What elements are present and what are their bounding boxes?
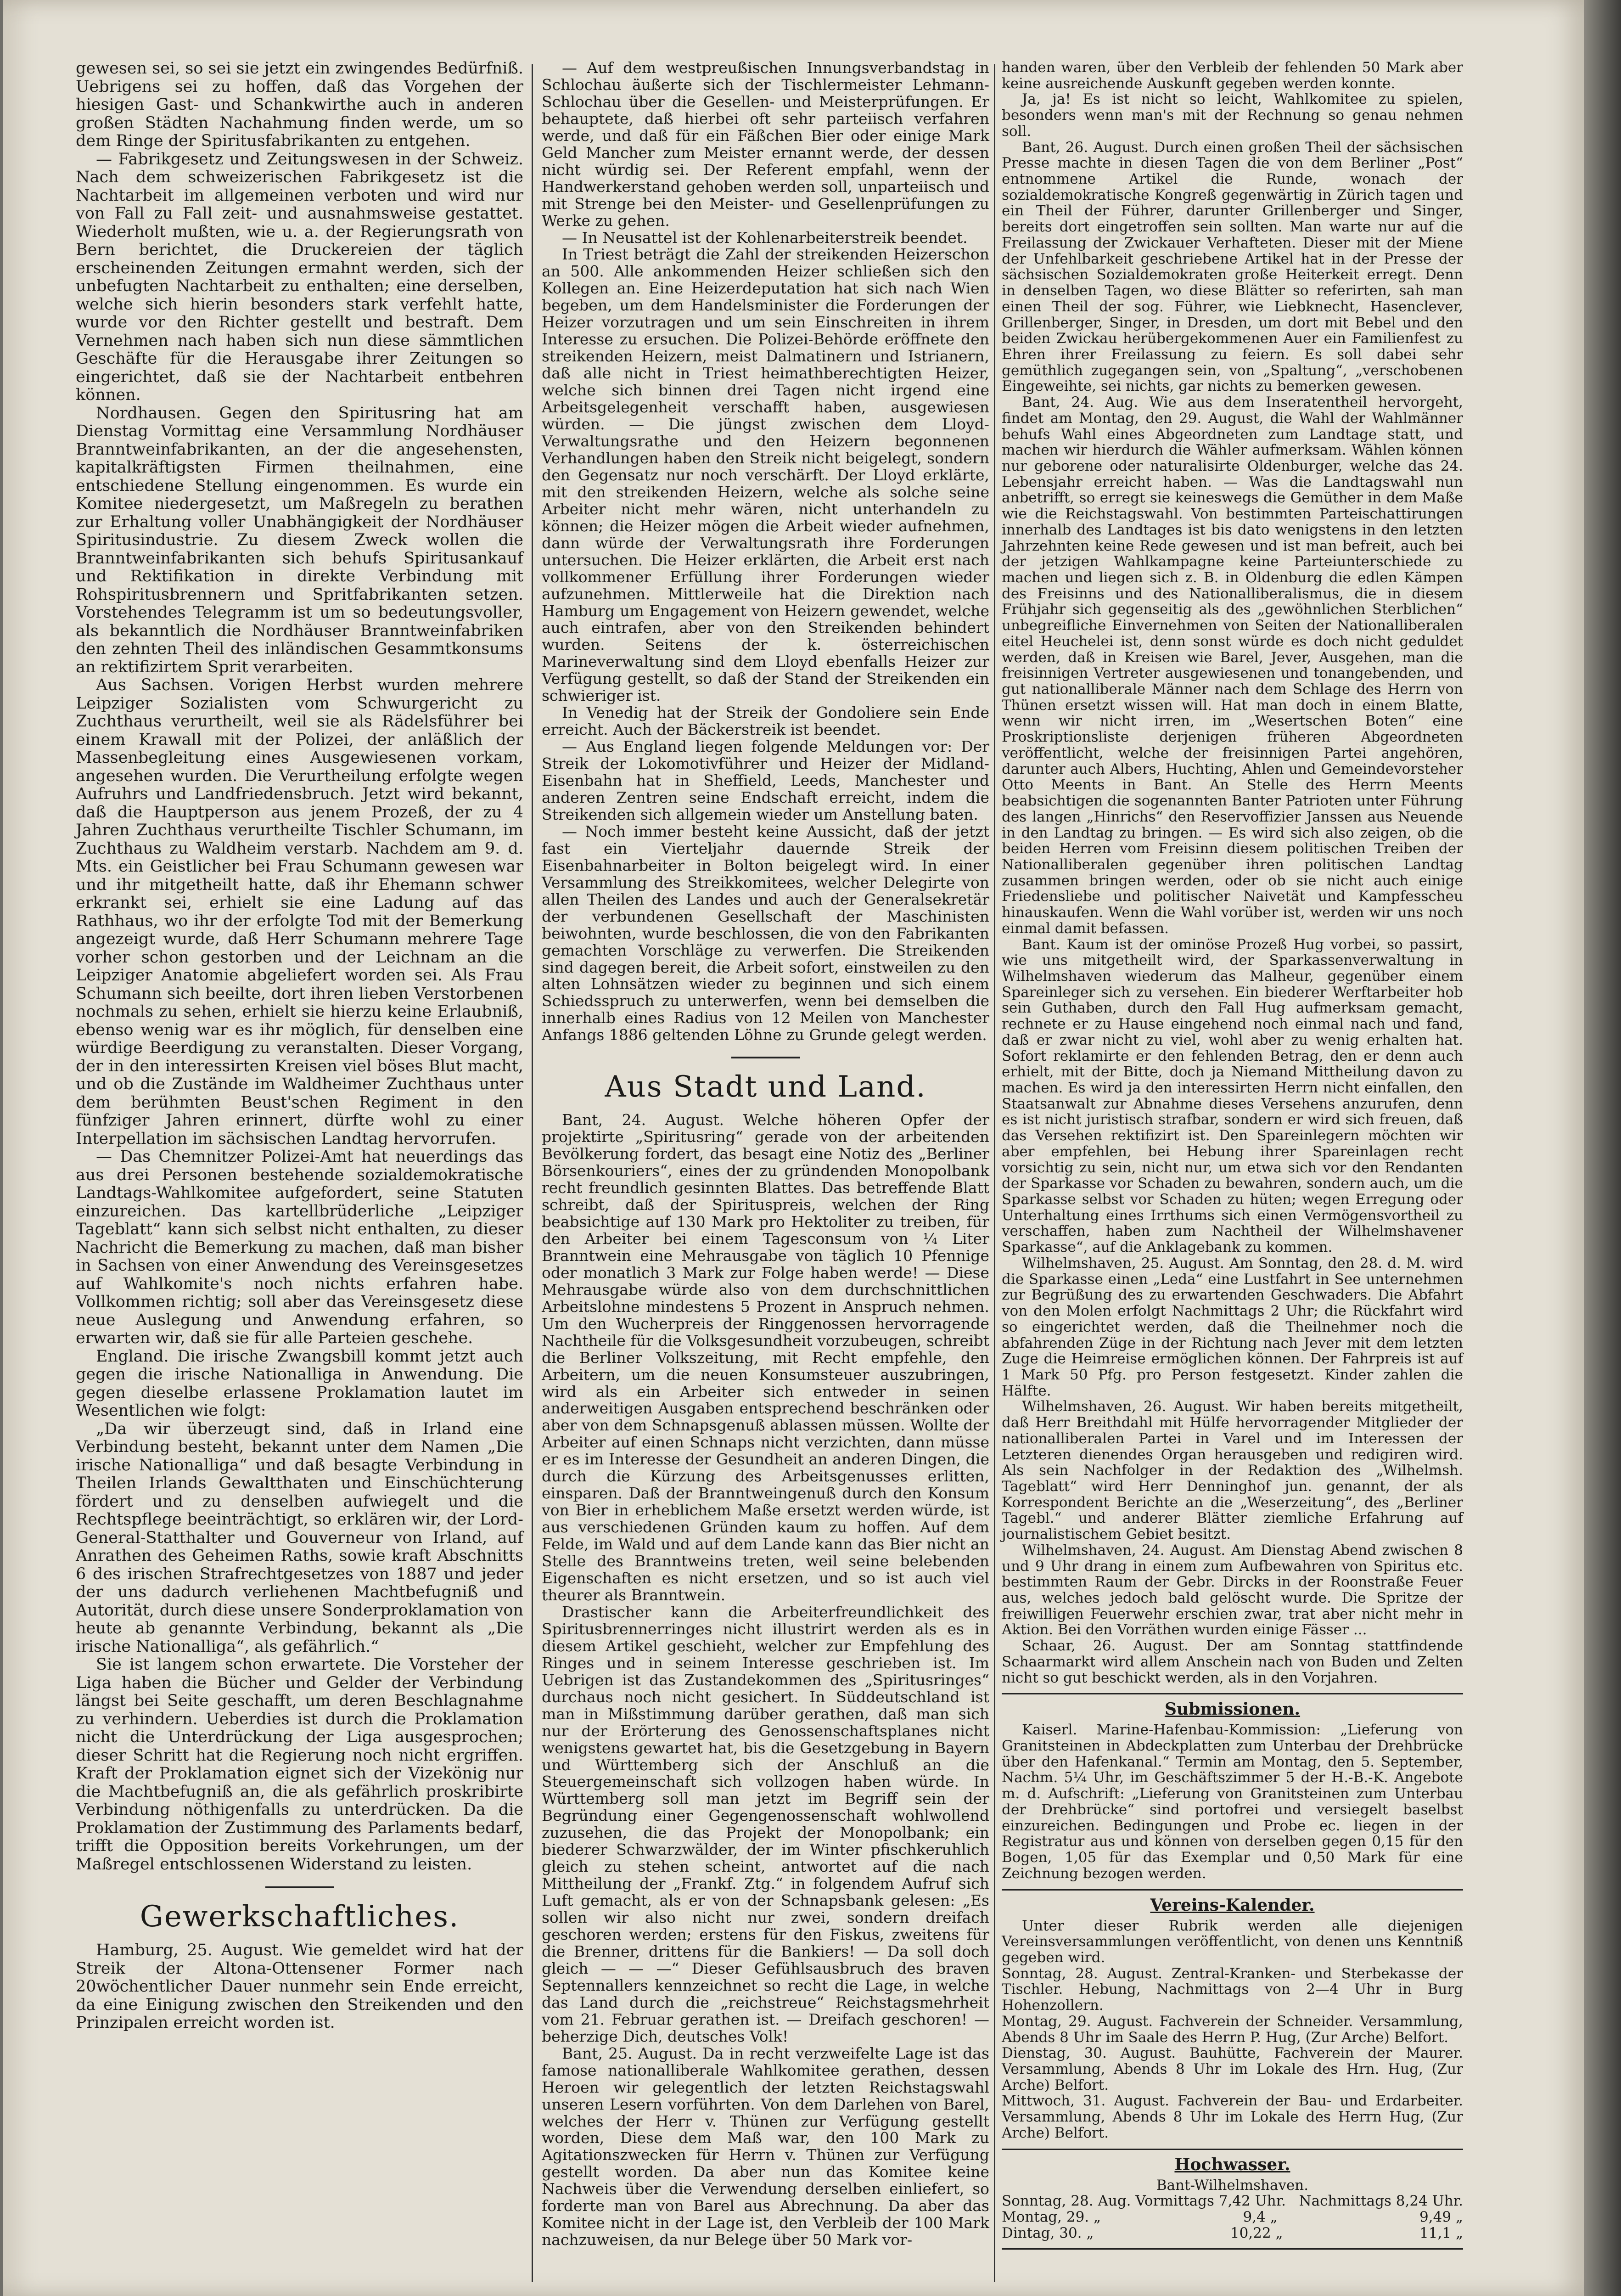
- section-title-gewerkschaftliches: Gewerkschaftliches.: [140, 1900, 460, 1934]
- article-paragraph: Ja, ja! Es ist nicht so leicht, Wahlkomitee zu spielen, besonders wenn man's mit der Rechnung so genau nehmen soll.: [1002, 91, 1463, 140]
- calendar-entry: Dienstag, 30. August. Bauhütte, Fachverein der Maurer. Versammlung, Abends 8 Uhr im Lokale des Hrn. Hug, (Zur Arche) Belfort.: [1002, 2045, 1463, 2093]
- association-calendar-title: Vereins-Kalender.: [1150, 1895, 1315, 1915]
- article-paragraph: gewesen sei, so sei sie jetzt ein zwingendes Bedürfniß. Uebrigens sei zu hoffen, daß das Vorgehen der hiesigen Gast- und Schankwirthe auch in anderen großen Städten Nachahmung finden werde, um so dem Ringe der Spiritusfabrikanten zu entgehen.: [76, 59, 523, 150]
- column-rule-left: [532, 64, 533, 2282]
- article-paragraph: Bant, 25. August. Da in recht verzweifelte Lage ist das famose nationalliberale Wahlkomitee gerathen, dessen Heroen wir gelegentlich der letzten Reichstagswahl unseren Lesern vorführten. Von dem Darlehen von Barel, welches der Herr v. Thünen zur Verfügung gestellt worden, Diese dem Maß war, den 100 Mark zu Agitationszwecken für Herrn v. Thünen zur Verfügung gestellt worden. Da aber nun das Komitee keine Nachweis über die Verwendung derselben einliefert, so forderte man von Barel aus Abrechnung. Da aber das Komitee nicht in der Lage ist, den Verbleib der 100 Mark nachzuweisen, da nur Belege über 50 Mark vor-: [542, 2044, 989, 2249]
- article-paragraph: Wilhelmshaven, 24. August. Am Dienstag Abend zwischen 8 und 9 Uhr drang in einem zum Aufbewahren von Spiritus etc. bestimmten Raum der Gebr. Dircks in der Roonstraße Feuer aus, welches jedoch bald gelöscht wurde. Die Spritze der freiwilligen Feuerwehr erschien zwar, trat aber nicht mehr in Aktion. Bei den Vorräthen wurden einige Fässer ...: [1002, 1542, 1463, 1638]
- column-middle: [542, 60, 989, 2249]
- article-paragraph: — Das Chemnitzer Polizei-Amt hat neuerdings das aus drei Personen bestehende sozialdemokratische Landtags-Wahlkomitee aufgefordert, seine Statuten einzureichen. Das kartellbrüderliche „Leipziger Tageblatt“ kann sich selbst nicht enthalten, zu dieser Nachricht die Bemerkung zu machen, daß man bisher in Sachsen von einer Anwendung des Vereinsgesetzes auf Wahlkomite's noch nichts erfahren habe. Vollkommen richtig; soll aber das Vereinsgesetz diese neue Auslegung und Anwendung erfahren, so erwarten wir, daß sie für alle Parteien geschehe.: [76, 1148, 523, 1347]
- association-calendar-intro: Unter dieser Rubrik werden alle diejenigen Vereinsversammlungen veröffentlicht, von denen uns Kenntniß gegeben wird.: [1002, 1917, 1463, 1966]
- high-water-table: [1002, 2193, 1463, 2241]
- high-water-cell: 9,49 „: [1419, 2209, 1463, 2225]
- high-water-cell: Montag, 29. „: [1002, 2209, 1101, 2225]
- column-left: [76, 60, 523, 2032]
- high-water-title: Hochwasser.: [1174, 2155, 1290, 2174]
- article-paragraph: Bant, 24. Aug. Wie aus dem Inseratentheil hervorgeht, findet am Montag, den 29. August, die Wahl der Wahlmänner behufs Wahl eines Abgeordneten zum Landtage statt, und machen wir hierdurch die Wähler aufmerksam. Wählen können nur geborene oder naturalisirte Oldenburger, welche das 24. Lebensjahr erreicht haben. — Was die Landtagswahl nun anbetrifft, so erregt sie keineswegs die Gemüther in dem Maße wie die Reichstagswahl. Von bestimmten Parteischattirungen innerhalb des Landtages ist bis dato wenigstens in den letzten Jahrzehnten keine Rede gewesen und ist man befreit, auch bei der jetzigen Wahlkampagne keine Parteiunterschiede zu machen und liegen sich z. B. in Oldenburg die edlen Kämpen des Freisinns und des Nationalliberalismus, die in diesem Frühjahr sich gegenseitig als des „gewöhnlichen Sterblichen“ unbegreifliche Einvernehmen von Seiten der Nationalliberalen eitel Heuchelei ist, denn sonst würde es doch nicht geduldet werden, daß in Kreisen wie Barel, Jever, Ausgehen, man die freisinnigen Vertreter ausgewiesenen und tonangebenden, und gut nationalliberale Männer nach dem Schlage des Herrn von Thünen ersetzt wissen will. Hat man doch in einem Blatte, wenn wir nicht irren, im „Wesertschen Boten“ eine Proskriptionsliste derjenigen früheren Abgeordneten veröffentlicht, welche der freisinnigen Partei angehören, darunter auch Albers, Huchting, Ahlen und Gemeindevorsteher Otto Meents in Bant. An Stelle des Herrn Meents beabsichtigen die sogenannten Banter Patrioten unter Führung des langen „Hinrichs“ den Reservoffizier Janssen aus Neuende in den Landtag zu bringen. — Es wird sich also zeigen, ob die beiden Herren vom Freisinn diesem politischen Treiben der Nationalliberalen gegenüber ihren politischen Landtag zusammen bringen werden, oder ob sie nicht auch einige Friedensliebe und politischer Naivetät und Kampfesscheu hinauskaufen. Wenn die Wahl vorüber ist, werden wir uns noch einmal damit befassen.: [1002, 394, 1463, 937]
- calendar-entry: Mittwoch, 31. August. Fachverein der Bau- und Erdarbeiter. Versammlung, Abends 8 Uhr im Lokale des Herrn Hug, (Zur Arche) Belfort.: [1002, 2093, 1463, 2141]
- section-divider: [265, 1886, 334, 1888]
- article-paragraph: — Auf dem westpreußischen Innungsverbandstag in Schlochau äußerte sich der Tischlermeister Lehmann-Schlochau über die Gesellen- und Meisterprüfungen. Er behauptete, daß hierbei oft sehr parteiisch verfahren werde, und daß für ein Fäßchen Bier oder einige Mark Geld Mancher zum Meister ernannt werde, der dessen nicht würdig sei. Der Referent empfahl, wenn der Handwerkerstand gehoben werden soll, unparteiisch und mit Strenge bei den Meister- und Gesellenprüfungen zu Werke zu gehen.: [542, 59, 989, 230]
- article-paragraph: Drastischer kann die Arbeiterfreundlichkeit des Spiritusbrennerringes nicht illustrirt werden als es in diesem Artikel geschieht, welcher zur Empfehlung des Ringes und in seinem Interesse geschrieben ist. Im Uebrigen ist das Zustandekommen des „Spiritusringes“ durchaus noch nicht gesichert. In Süddeutschland ist man in Mißstimmung darüber gerathen, daß man sich nur der Erörterung des Genossenschaftsplanes nicht wenigstens gewartet hat, bis die Gesetzgebung in Bayern und Württemberg sich der Anschluß an die Steuergemeinschaft sich vollzogen haben würde. In Württemberg soll man jetzt im Begriff sein der Begründung einer Gegengenossenschaft wohlwollend zuzusehen, die das Projekt der Monopolbank; ein biederer Schwarzwälder, der im Winter pfischkeruhlich gleich zu stehen scheint, antwortet auf die nach Mittheilung der „Frankf. Ztg.“ in folgendem Aufruf sich Luft gemacht, als er von der Schnapsbank gelesen: „Es sollen wir also nicht nur zwei, sondern dreifach geschoren werden; erstens für den Fiskus, zweitens für die Brenner, drittens für die Bankiers! — Da soll doch gleich — — —“ Dieser Gefühlsausbruch des braven Septennallers kennzeichnet so recht die Lage, in welche das Land durch die „reichstreue“ Reichstagsmehrheit vom 21. Februar gerathen ist. — Dreifach geschoren! — beherzige Dich, deutsches Volk!: [542, 1603, 989, 2045]
- article-paragraph: Wilhelmshaven, 25. August. Am Sonntag, den 28. d. M. wird die Sparkasse einen „Leda“ eine Lustfahrt in See unternehmen zur Begrüßung des zu erwartenden Geschwaders. Die Abfahrt von den Molen erfolgt Nachmittags 2 Uhr; die Rückfahrt wird so eingerichtet werden, daß die Theilnehmer noch die abfahrenden Züge in der Richtung nach Jever mit dem letzten Zuge die Heimreise ermöglichen können. Der Fahrpreis ist auf 1 Mark 50 Pfg. pro Person festgesetzt. Kinder zahlen die Hälfte.: [1002, 1255, 1463, 1399]
- high-water-row: [1002, 2209, 1463, 2225]
- article-paragraph: — Aus England liegen folgende Meldungen vor: Der Streik der Lokomotivführer und Heizer der Midland-Eisenbahn hat in Sheffield, Leeds, Manchester und anderen Zentren seine Endschaft erreicht, indem die Streikenden sich allgemein wieder um Anstellung baten.: [542, 737, 989, 823]
- article-paragraph: Wilhelmshaven, 26. August. Wir haben bereits mitgetheilt, daß Herr Breithdahl mit Hülfe hervorragender Mitglieder der nationalliberalen Partei in Varel und im Interessen der Letzteren dienendes Organ herausgeben und redigiren wird. Als sein Nachfolger in der Redaktion des „Wilhelmsh. Tageblatt“ wird Herr Denninghof jun. genannt, der als Korrespondent Berichte an die „Weserzeitung“, des „Berliner Tagebl.“ und anderer Blätter ziemliche Erfahrung auf journalistischem Gebiet besitzt.: [1002, 1398, 1463, 1543]
- book-fore-edge: [1584, 0, 1621, 2296]
- high-water-cell: Nachmittags 8,24 Uhr.: [1299, 2193, 1463, 2210]
- article-paragraph: Bant, 24. August. Welche höheren Opfer der projektirte „Spiritusring“ gerade von der arbeitenden Bevölkerung fordert, das besagt eine Notiz des „Berliner Börsenkouriers“, eines der zu gründenden Monopolbank recht freundlich gesinnten Blattes. Das betreffende Blatt schreibt, daß der Spirituspreis, welchen der Ring beabsichtige auf 130 Mark pro Hektoliter zu treiben, für den Arbeiter bei einem Tagesconsum von ¼ Liter Branntwein eine Mehrausgabe von täglich 10 Pfennige oder monatlich 3 Mark zur Folge haben werde! — Diese Mehrausgabe würde also von dem durchschnittlichen Arbeitslohne mindestens 5 Prozent in Anspruch nehmen. Um den Wucherpreis der Ringgenossen hervorragende Nachtheile für die Volksgesundheit vorzubeugen, schreibt die Berliner Volkszeitung, mit Recht empfehle, den Arbeitern, um die neuen Konsumsteuer auszubringen, wird als ein Arbeiter sich entweder in seinen anderweitigen Ausgaben entsprechend beschränken oder aber von dem Schnapsgenuß ablassen müssen. Wollte der Arbeiter auf einen Schnaps nicht verzichten, dann müsse er es im Interesse der Gesundheit an anderen Dingen, die durch die Kürzung des Arbeitsgenusses erlitten, einsparen. Daß der Branntweingenuß durch den Konsum von Bier in erheblichem Maße ersetzt werden würde, ist aus verschiedenen Gründen kaum zu hoffen. Auf dem Felde, im Wald und auf dem Lande kann das Bier nicht an Stelle des Branntweins treten, weil seine belebenden Eigenschaften es nicht ersetzen, und so ist auch viel theurer als Branntwein.: [542, 1111, 989, 1604]
- submissions-text: Kaiserl. Marine-Hafenbau-Kommission: „Lieferung von Granitsteinen in Abdeckplatten zum Unterbau der Drehbrücke über den Hafenkanal.“ Termin am Montag, den 5. September, Nachm. 5¼ Uhr, im Geschäftszimmer 5 der H.-B.-K. Angebote m. d. Aufschrift: „Lieferung von Granitsteinen zum Unterbau der Drehbrücke“ sind portofrei und versiegelt baselbst einzureichen. Bedingungen und Probe ec. liegen in der Registratur aus und können von derselben gegen 0,15 für den Bogen, 1,05 für das Exemplar und 0,50 Mark für eine Zeichnung bezogen werden.: [1002, 1722, 1463, 1882]
- submissions-title: Submissionen.: [1164, 1699, 1301, 1719]
- box-divider: [1002, 2149, 1463, 2150]
- high-water-cell: Dintag, 30. „: [1002, 2224, 1094, 2241]
- article-paragraph: — Fabrikgesetz und Zeitungswesen in der Schweiz. Nach dem schweizerischen Fabrikgesetz ist die Nachtarbeit im allgemeinen verboten und wird nur von Fall zu Fall zeit- und ausnahmsweise gestattet. Wiederholt mußten, wie u. a. der Regierungsrath von Bern berichtet, die Druckereien der täglich erscheinenden Zeitungen ermahnt werden, sich der unbefugten Nachtarbeit zu enthalten; eine derselben, welche sich hierin besonders stark verfehlt hatte, wurde vor den Richter gestellt und bestraft. Dem Vernehmen nach haben sich nun diese sämmtlichen Geschäfte für die Herausgabe ihrer Zeitungen so eingerichtet, daß sie der Nachtarbeit entbehren können.: [76, 150, 523, 404]
- article-paragraph: Nordhausen. Gegen den Spiritusring hat am Dienstag Vormittag eine Versammlung Nordhäuser Branntweinfabrikanten, an der die angesehensten, kapitalkräftigsten Firmen theilnahmen, eine entschiedene Stellung eingenommen. Es wurde ein Komitee niedergesetzt, um Maßregeln zu berathen zur Erhaltung voller Unabhängigkeit der Nordhäuser Spiritusindustrie. Zu diesem Zweck wollen die Branntweinfabrikanten sich behufs Spiritusankauf und Rektifikation in direkte Verbindung mit Rohspiritusbrennern und Spritfabrikanten setzen. Vorstehendes Telegramm ist um so bedeutungsvoller, als bekanntlich die Nordhäuser Branntweinfabriken den zehnten Theil des inländischen Gesammtkonsums an rektifizirtem Sprit verarbeiten.: [76, 404, 523, 676]
- high-water-cell: 9,4 „: [1243, 2209, 1278, 2225]
- article-paragraph: Bant. Kaum ist der ominöse Prozeß Hug vorbei, so passirt, wie uns mitgetheilt wird, der Sparkassenverwaltung in Wilhelmshaven wiederum das Malheur, gegenüber einem Spareinleger sich zu versehen. Ein biederer Werftarbeiter hob sein Guthaben, durch den Fall Hug aufmerksam gemacht, rechnete er zu Hause eingehend noch einmal nach und fand, daß er zwar nicht zu viel, wohl aber zu wenig erhalten hat. Sofort reklamirte er den fehlenden Betrag, den er denn auch erhielt, mit der Bitte, doch ja Niemand Mittheilung davon zu machen. Es wird ja den interessirten Herrn nicht einfallen, den Staatsanwalt zur Abnahme dieses Versehens anzurufen, denn es ist nicht juristisch strafbar, sondern er wird sich freuen, daß das Versehen rektifizirt ist. Den Spareinlegern möchten wir aber empfehlen, bei Hebung ihrer Spareinlagen recht vorsichtig zu sein, nicht nur, um etwa sich vor den Rendanten der Sparkasse vor Schaden zu bewahren, sondern auch, um die Sparkasse selbst vor Schaden zu hüten; wegen Erregung oder Unterhaltung eines Irrthums sich einen Vermögensvortheil zu verschaffen, haben zum Nachtheil der Wilhelmshavener Sparkasse“, auf die Anklagebank zu kommen.: [1002, 936, 1463, 1256]
- article-paragraph: „Da wir überzeugt sind, daß in Irland eine Verbindung besteht, bekannt unter dem Namen „Die irische Nationalliga“ und daß besagte Verbindung in Theilen Irlands Gewaltthaten und Einschüchterung fördert und zu denselben aufwiegelt und die Rechtspflege beeinträchtigt, so erklären wir, der Lord-General-Statthalter und Gouverneur von Irland, auf Anrathen des Geheimen Raths, sowie kraft Abschnitts 6 des irischen Strafrechtgesetzes von 1887 und jeder der uns dadurch verliehenen Machtbefugniß und Autorität, durch diese unsere Sonderproklamation von heute ab genannte Verbindung, bekannt als „Die irische Nationalliga“, als gefährlich.“: [76, 1419, 523, 1656]
- calendar-entry: Sonntag, 28. August. Zentral-Kranken- und Sterbekasse der Tischler. Hebung, Nachmittags von 2—4 Uhr in Burg Hohenzollern.: [1002, 1965, 1463, 2014]
- high-water-row: [1002, 2193, 1463, 2209]
- article-paragraph: England. Die irische Zwangsbill kommt jetzt auch gegen die irische Nationalliga in Anwendung. Die gegen dieselbe erlassene Proklamation lautet im Wesentlichen wie folgt:: [76, 1347, 523, 1420]
- article-paragraph: — In Neusattel ist der Kohlenarbeiterstreik beendet.: [562, 228, 968, 247]
- high-water-cell: 10,22 „: [1230, 2224, 1283, 2241]
- column-right: [1002, 60, 1463, 2254]
- article-paragraph: Hamburg, 25. August. Wie gemeldet wird hat der Streik der Altona-Ottensener Former nach 20wöchentlicher Dauer nunmehr sein Ende erreicht, da eine Einigung zwischen den Streikenden und den Prinzipalen erreicht worden ist.: [76, 1941, 523, 2032]
- box-divider: [1002, 1693, 1463, 1694]
- box-divider: [1002, 2248, 1463, 2250]
- high-water-cell: Sonntag, 28. Aug. Vormittags 7,42 Uhr.: [1002, 2193, 1286, 2210]
- high-water-cell: 11,1 „: [1419, 2224, 1463, 2241]
- article-paragraph: Bant, 26. August. Durch einen großen Theil der sächsischen Presse machte in diesen Tagen die von dem Berliner „Post“ entnommene Artikel die Runde, wonach der sozialdemokratische Kongreß gegenwärtig in Zürich tagen und ein Theil der Führer, darunter Grillenberger und Singer, bereits dort eingetroffen sein sollten. Man warte nur auf die Freilassung der Zwickauer Verhafteten. Dieser mit der Miene der Unfehlbarkeit geschriebene Artikel hat in der Presse der sächsischen Sozialdemokraten große Heiterkeit erregt. Denn in denselben Tagen, wo diese Blätter so referirten, sah man einen Theil der sog. Führer, wie Liebknecht, Hasenclever, Grillenberger, Singer, in Dresden, um dort mit Bebel und den beiden Zwickau herübergekommenen Auer ein Familienfest zu Ehren ihrer Freilassung zu feiern. Es soll dabei sehr gemüthlich zugegangen sein, von „Spaltung“, „verschobenen Eingeweihte, sei nichts, gar nichts zu bemerken gewesen.: [1002, 139, 1463, 395]
- high-water-row: [1002, 2225, 1463, 2241]
- section-title-aus-stadt-und-land: Aus Stadt und Land.: [605, 1070, 926, 1104]
- article-paragraph: Sie ist langem schon erwartete. Die Vorsteher der Liga haben die Bücher und Gelder der Verbindung längst bei Seite geschafft, um deren Beschlagnahme zu verhindern. Ueberdies ist durch die Proklamation nicht die Unterdrückung der Liga ausgesprochen; dieser Schritt hat die Regierung noch nicht ergriffen. Kraft der Proklamation eignet sich der Vizekönig nur die Machtbefugniß an, die als gefährlich proskribirte Verbindung nöthigenfalls zu unterdrücken. Da die Proklamation der Zustimmung des Parlaments bedarf, trifft die Opposition bereits Vorkehrungen, um der Maßregel entschlossenen Widerstand zu leisten.: [76, 1655, 523, 1874]
- article-paragraph: — Noch immer besteht keine Aussicht, daß der jetzt fast ein Vierteljahr dauernde Streik der Eisenbahnarbeiter in Bolton beigelegt wird. In einer Versammlung des Streikkomitees, welcher Delegirte von allen Theilen des Landes und auch der Generalsekretär der verbundenen Gesellschaft der Maschinisten beiwohnten, wurde beschlossen, die von den Fabrikanten gemachten Vorschläge zu verwerfen. Die Streikenden sind dagegen bereit, die Arbeit sofort, einstweilen zu den alten Lohnsätzen wieder zu beginnen und sich einem Schiedsspruch zu unterwerfen, wenn bei demselben die innerhalb eines Radius von 12 Meilen von Manchester Anfangs 1886 geltenden Löhne zu Grunde gelegt werden.: [542, 822, 989, 1044]
- box-divider: [1002, 1889, 1463, 1891]
- high-water-place: Bant-Wilhelmshaven.: [1156, 2177, 1309, 2194]
- article-paragraph: handen waren, über den Verbleib der fehlenden 50 Mark aber keine ausreichende Auskunft gegeben werden konnte.: [1002, 59, 1463, 92]
- column-rule-right: [994, 64, 995, 2282]
- article-paragraph: In Triest beträgt die Zahl der streikenden Heizerschon an 500. Alle ankommenden Heizer schließen sich den Kollegen an. Eine Heizerdeputation hat sich nach Wien begeben, um dem Handelsminister die Forderungen der Heizer vorzutragen und um sein Einschreiten in ihrem Interesse zu ersuchen. Die Polizei-Behörde eröffnete den streikenden Heizern, meist Dalmatinern und Istrianern, daß alle nicht in Triest heimathberechtigten Heizer, welche sich binnen drei Tagen nicht irgend eine Arbeitsgelegenheit verschafft haben, ausgewiesen würden. — Die jüngst zwischen dem Lloyd-Verwaltungsrathe und den Heizern begonnenen Verhandlungen haben den Streik nicht beigelegt, sondern den Gegensatz nur noch verschärft. Der Lloyd erklärte, mit den streikenden Heizern, welche als solche seine Arbeiter nicht mehr wären, nicht unterhandeln zu können; die Heizer mögen die Arbeit wieder aufnehmen, dann würde der Verwaltungsrath ihre Forderungen untersuchen. Die Heizer erklärten, die Arbeit erst nach vollkommener Erfüllung ihrer Forderungen wieder aufzunehmen. Mittlerweile hat die Direktion nach Hamburg um Engagement von Heizern gewendet, welche auch eintrafen, aber von den Streikenden behindert wurden. Seitens der k. österreichischen Marineverwaltung sind dem Lloyd ebenfalls Heizer zur Verfügung gestellt, so daß der Stand der Streikenden ein schwieriger ist.: [542, 245, 989, 705]
- article-paragraph: In Venedig hat der Streik der Gondoliere sein Ende erreicht. Auch der Bäckerstreik ist beendet.: [542, 703, 989, 739]
- article-paragraph: Aus Sachsen. Vorigen Herbst wurden mehrere Leipziger Sozialisten vom Schwurgericht zu Zuchthaus verurtheilt, weil sie als Rädelsführer bei einem Krawall mit der Polizei, der anläßlich der Massenbegleitung eines Ausgewiesenen vorkam, angesehen wurden. Die Verurtheilung erfolgte wegen Aufruhrs und Landfriedensbruch. Jetzt wird bekannt, daß die Hauptperson aus jenem Prozeß, der zu 4 Jahren Zuchthaus verurtheilte Tischler Schumann, im Zuchthaus zu Waldheim verstarb. Nachdem am 9. d. Mts. ein Geistlicher bei Frau Schumann gewesen war und ihr mitgetheilt hatte, daß ihr Ehemann schwer erkrankt sei, erhielt sie eine Ladung auf das Rathhaus, wo ihr der erfolgte Tod mit der Bemerkung angezeigt wurde, daß Herr Schumann mehrere Tage vorher schon gestorben und der Leichnam an die Leipziger Anatomie abgeliefert worden sei. Als Frau Schumann sich beeilte, dort ihren lieben Verstorbenen nochmals zu sehen, erhielt sie hierzu keine Erlaubniß, ebenso wenig war es ihr möglich, für denselben eine würdige Beerdigung zu veranstalten. Dieser Vorgang, der in den interessirten Kreisen viel böses Blut macht, und ob die Zustände im Waldheimer Zuchthaus unter dem berühmten Beust'schen Regiment in den fünfziger Jahren erinnert, dürfte wohl zu einer Interpellation im sächsischen Landtag hervorrufen.: [76, 676, 523, 1148]
- section-divider: [731, 1057, 800, 1058]
- calendar-entry: Montag, 29. August. Fachverein der Schneider. Versammlung, Abends 8 Uhr im Saale des Herrn P. Hug, (Zur Arche) Belfort.: [1002, 2013, 1463, 2046]
- article-paragraph: Schaar, 26. August. Der am Sonntag stattfindende Schaarmarkt wird allem Anschein nach von Buden und Zelten nicht so gut beschickt werden, als in den Vorjahren.: [1002, 1638, 1463, 1686]
